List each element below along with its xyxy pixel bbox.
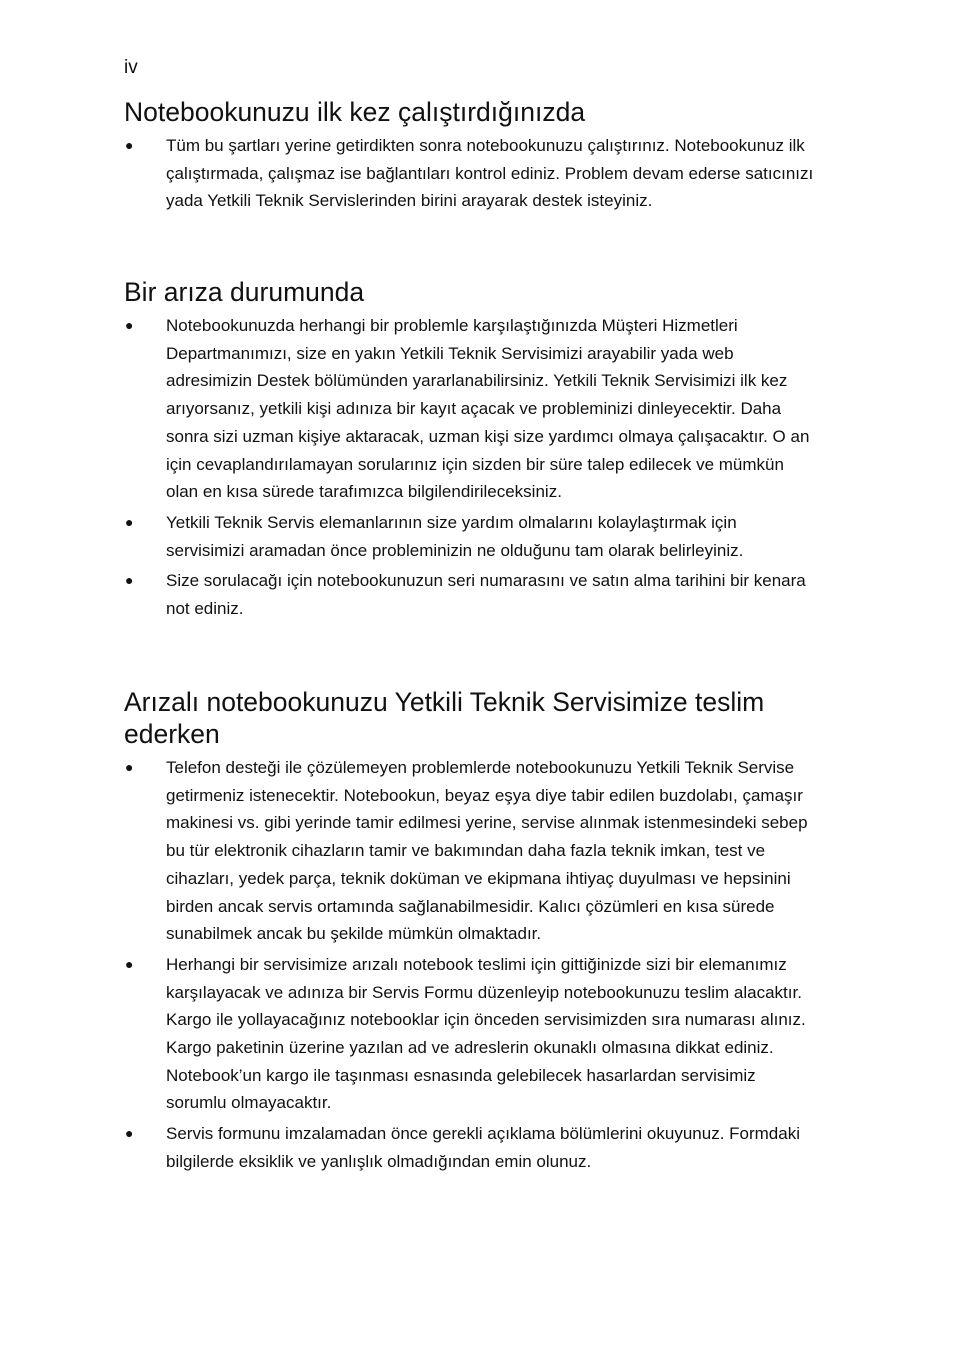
section-heading: Bir arıza durumunda: [124, 277, 365, 307]
bullet-icon: ●: [125, 572, 134, 589]
section-malfunction: [124, 276, 814, 626]
bullet-text: Notebookunuzda herhangi bir problemle karşılaştığınızda Müşteri Hizmetleri Departmanımızı, size en yakın Yetkili Teknik Servisimizi arayabilir yada web adresimizin Destek bölümünden yararlanabilirsiniz. Yetkili Teknik Servisimizi ilk kez arıyorsanız, yetkili kişi adınıza bir kayıt açacak ve probleminizi dinleyecektir. Daha sonra sizi uzman kişiye aktaracak, uzman kişi size yardımcı olmaya çalışacaktır. O an için cevaplandırılamayan sorularınız için sizden bir süre talep edilecek ve mümkün olan en kısa sürede tarafımızca bilgilendirileceksiniz.: [166, 316, 810, 502]
bullet-item: [124, 312, 814, 506]
bullet-item: [124, 951, 814, 1117]
bullet-item: [124, 1120, 814, 1175]
bullet-icon: ●: [125, 1125, 134, 1142]
section-service-delivery: [124, 686, 814, 1179]
page-number: iv: [124, 57, 138, 78]
bullet-text: Telefon desteği ile çözülemeyen problemlerde notebookunuzu Yetkili Teknik Servise getirmeniz istenecektir. Notebookun, beyaz eşya diye tabir edilen buzdolabı, çamaşır makinesi vs. gibi yerinde tamir edilmesi yerine, servise alınmak istenmesindeki sebep bu tür elektronik cihazların tamir ve bakımından daha fazla teknik imkan, test ve cihazları, yedek parça, teknik doküman ve ekipmana ihtiyaç duyulması ve hepsinini birden ancak servis ortamında sağlanabilmesidir. Kalıcı çözümleri en kısa sürede sunabilmek ancak bu şekilde mümkün olmaktadır.: [166, 758, 808, 944]
bullet-text: Servis formunu imzalamadan önce gerekli açıklama bölümlerini okuyunuz. Formdaki bilgilerde eksiklik ve yanlışlık olmadığından emin olunuz.: [166, 1124, 800, 1171]
section-heading: Arızalı notebookunuzu Yetkili Teknik Servisimize teslim ederken: [124, 687, 765, 749]
bullet-icon: ●: [125, 137, 134, 153]
bullet-text: Size sorulacağı için notebookunuzun seri numarasını ve satın alma tarihini bir kenara not ediniz.: [166, 571, 806, 619]
bullet-list: [124, 132, 814, 215]
bullet-icon: ●: [125, 317, 134, 333]
bullet-list: [124, 754, 814, 1176]
section-heading: Notebookunuzu ilk kez çalıştırdığınızda: [124, 97, 586, 127]
bullet-text: Tüm bu şartları yerine getirdikten sonra notebookunuzu çalıştırınız. Notebookunuz ilk çalıştırmada, çalışmaz ise bağlantıları kontrol ediniz. Problem devam ederse satıcınızı yada Yetkili Teknik Servislerinden birini arayarak destek isteyiniz.: [166, 136, 814, 211]
bullet-icon: ●: [125, 759, 134, 775]
bullet-text: Herhangi bir servisimize arızalı notebook teslimi için gittiğinizde sizi bir elemanımız karşılayacak ve adınıza bir Servis Formu düzenleyip notebookunuzu teslim alacaktır. Kargo ile yollayacağınız notebooklar için önceden servisimizden sıra numarası alınız. Kargo paketinin üzerine yazılan ad ve adreslerin okunaklı olmasına dikkat ediniz. Notebook’un kargo ile taşınması esnasında gelebilecek hasarlardan servisimiz sorumlu olmayacaktır.: [166, 954, 806, 1113]
bullet-list: [124, 312, 814, 623]
bullet-item: [124, 754, 814, 948]
bullet-item: [124, 509, 814, 564]
bullet-item: [124, 567, 814, 622]
section-first-start: [124, 96, 814, 218]
bullet-item: [124, 132, 814, 215]
bullet-text: Yetkili Teknik Servis elemanlarının size yardım olmalarını kolaylaştırmak için servisimizi aramadan önce probleminizin ne olduğunu tam olarak belirleyiniz.: [166, 512, 744, 560]
bullet-icon: ●: [125, 955, 134, 972]
bullet-icon: ●: [125, 513, 134, 530]
